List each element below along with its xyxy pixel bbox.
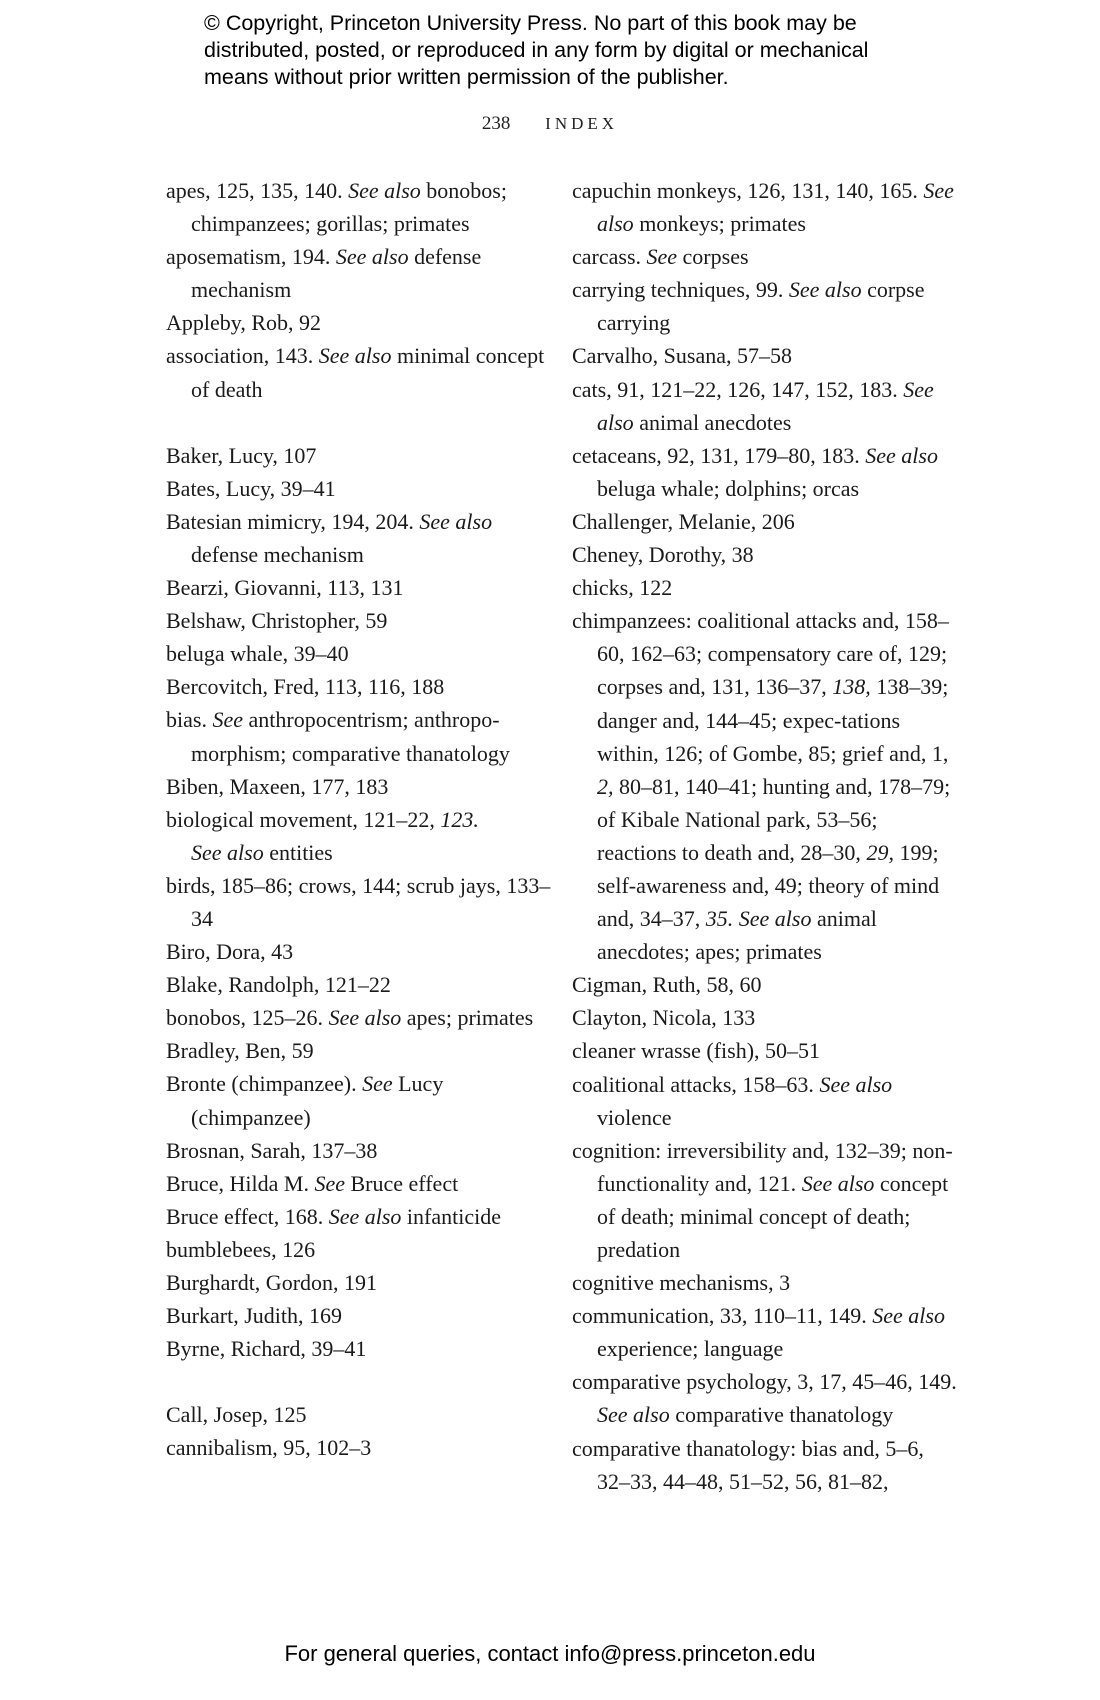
index-entry: carrying techniques, 99. See also corpse carrying: [572, 277, 925, 336]
index-entry: Biben, Maxeen, 177, 183: [166, 773, 389, 799]
index-entry: birds, 185–86; crows, 144; scrub jays, 133–34: [166, 872, 551, 931]
index-entry: cognitive mechanisms, 3: [572, 1270, 791, 1296]
index-entry: Blake, Randolph, 121–22: [166, 972, 391, 998]
index-entry: bonobos, 125–26. See also apes; primates: [166, 1005, 534, 1031]
index-entry: Byrne, Richard, 39–41: [166, 1336, 367, 1362]
index-entry: beluga whale, 39–40: [166, 641, 349, 667]
index-entry: Bruce effect, 168. See also infanticide: [166, 1203, 501, 1229]
index-entry: Bronte (chimpanzee). See Lucy (chimpanzee): [166, 1071, 444, 1130]
index-entry: aposematism, 194. See also defense mechanism: [166, 244, 482, 303]
index-entry: Bradley, Ben, 59: [166, 1038, 314, 1064]
index-entry: Burkart, Judith, 169: [166, 1303, 342, 1329]
index-entry: cats, 91, 121–22, 126, 147, 152, 183. See also animal anecdotes: [572, 376, 934, 435]
index-column-right: [572, 174, 957, 1498]
index-entry: Batesian mimicry, 194, 204. See also defense mechanism: [166, 508, 493, 567]
index-entry: Biro, Dora, 43: [166, 939, 294, 965]
index-entry: Cigman, Ruth, 58, 60: [572, 972, 762, 998]
index-entry: Baker, Lucy, 107: [166, 442, 317, 468]
index-entry: Bearzi, Giovanni, 113, 131: [166, 575, 404, 601]
index-entry: Bates, Lucy, 39–41: [166, 475, 336, 501]
page-number: 238: [481, 113, 511, 134]
running-head-title: INDEX: [545, 114, 619, 133]
copyright-line: distributed, posted, or reproduced in any form by digital or mechanical: [204, 38, 869, 62]
footer-contact: For general queries, contact info@press.princeton.edu: [284, 1641, 816, 1666]
index-entry: cleaner wrasse (fish), 50–51: [572, 1038, 821, 1064]
index-entry: Carvalho, Susana, 57–58: [572, 343, 792, 369]
index-entry: comparative thanatology: bias and, 5–6, 32–33, 44–48, 51–52, 56, 81–82,: [572, 1435, 924, 1494]
index-entry: communication, 33, 110–11, 149. See also experience; language: [572, 1303, 945, 1362]
copyright-line: © Copyright, Princeton University Press. No part of this book may be: [204, 11, 857, 35]
index-entry: Brosnan, Sarah, 137–38: [166, 1137, 378, 1163]
index-entry: Cheney, Dorothy, 38: [572, 542, 754, 568]
index-entry: Burghardt, Gordon, 191: [166, 1270, 378, 1295]
index-entry: Clayton, Nicola, 133: [572, 1005, 756, 1031]
index-entry: coalitional attacks, 158–63. See also violence: [572, 1071, 893, 1130]
index-entry: association, 143. See also minimal concept of death: [166, 343, 545, 402]
index-entry: Call, Josep, 125: [166, 1402, 307, 1428]
index-entry: carcass. See corpses: [572, 244, 749, 270]
index-entry: biological movement, 121–22, 123. See also entities: [166, 806, 479, 865]
index-entry: chicks, 122: [572, 575, 673, 601]
index-entry: Appleby, Rob, 92: [166, 310, 322, 336]
index-entry: capuchin monkeys, 126, 131, 140, 165. See also monkeys; primates: [572, 178, 954, 237]
copyright-notice: [204, 10, 964, 91]
index-entry: Bercovitch, Fred, 113, 116, 188: [166, 674, 445, 700]
index-entry: Bruce, Hilda M. See Bruce effect: [166, 1170, 459, 1196]
index-entry: chimpanzees: coalitional attacks and, 158–60, 162–63; compensatory care of, 129; corpses and, 131, 136–37, 138, 138–39; danger and, 144–45; expec-tations within, 126; of Gombe, 85; grief and, 1, 2, 80–81, 140–41; hunting and, 178–79; of Kibale National park, 53–56; reactions to death and, 28–30, 29, 199; self-awareness and, 49; theory of mind and, 34–37, 35. See also animal anecdotes; apes; primates: [572, 608, 951, 965]
index-column-left: [166, 174, 556, 1464]
index-entry: Belshaw, Christopher, 59: [166, 608, 388, 634]
index-entry: comparative psychology, 3, 17, 45–46, 149. See also comparative thanatology: [572, 1369, 957, 1428]
index-entry: Challenger, Melanie, 206: [572, 508, 795, 534]
index-entry: cannibalism, 95, 102–3: [166, 1435, 372, 1461]
running-head: [0, 113, 1100, 135]
index-entry: apes, 125, 135, 140. See also bonobos; chimpanzees; gorillas; primates: [166, 178, 507, 237]
index-entry: cognition: irreversibility and, 132–39; non-functionality and, 121. See also concept of death; minimal concept of death; predation: [572, 1137, 953, 1262]
copyright-line: means without prior written permission of the publisher.: [204, 65, 729, 89]
index-entry: bumblebees, 126: [166, 1236, 316, 1262]
index-entry: cetaceans, 92, 131, 179–80, 183. See also beluga whale; dolphins; orcas: [572, 442, 938, 501]
index-entry: bias. See anthropocentrism; anthropo-morphism; comparative thanatology: [166, 707, 510, 766]
